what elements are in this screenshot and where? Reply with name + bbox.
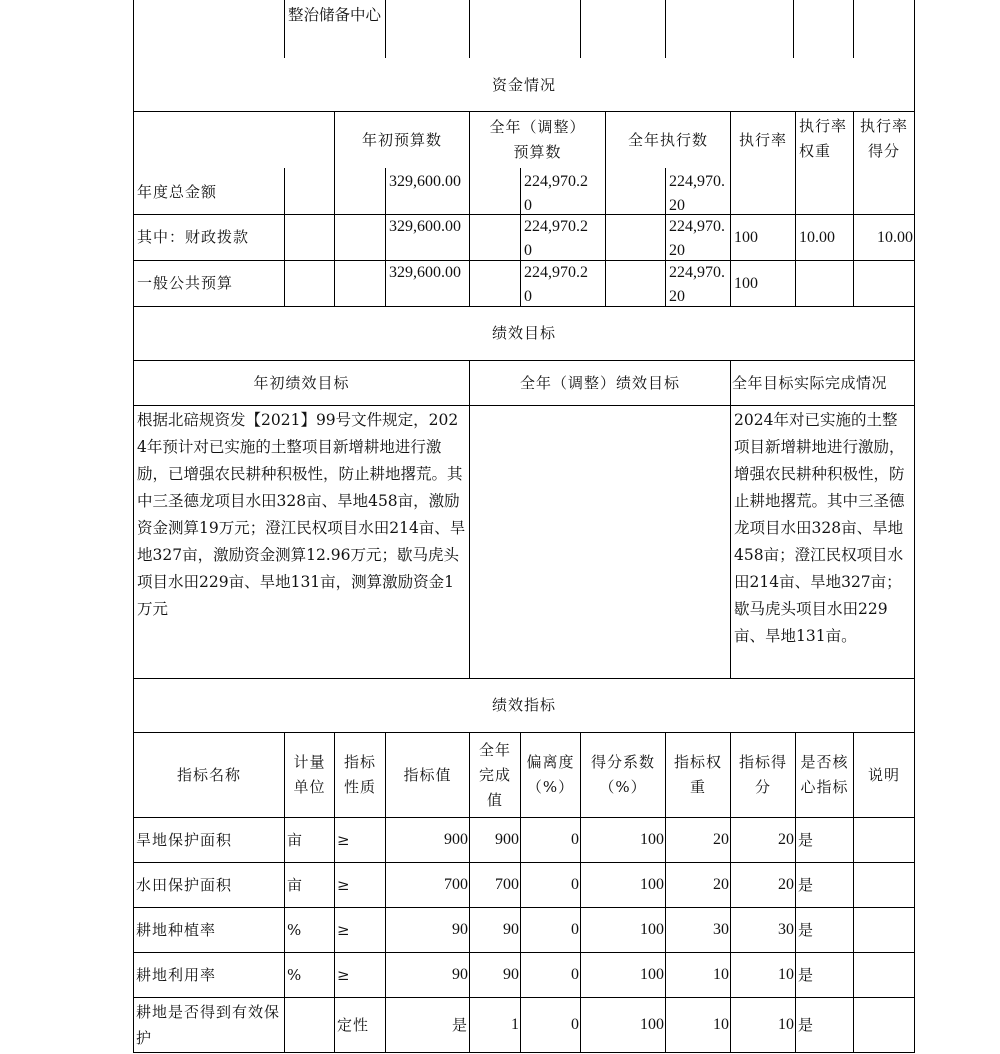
funding-section-title: 资金情况 <box>133 58 915 112</box>
goals-header-actual: 全年目标实际完成情况 <box>732 373 888 392</box>
funding-exec-weight: 10.00 <box>799 228 835 246</box>
funding-executed: 224,970.20 <box>669 173 725 214</box>
table-border <box>665 0 666 58</box>
funding-adjusted-budget: 224,970.20 <box>524 218 588 259</box>
funding-initial-budget: 329,600.00 <box>389 218 461 235</box>
table-border <box>469 0 470 58</box>
funding-adjusted-budget: 224,970.20 <box>524 173 588 214</box>
funding-adjusted-budget: 224,970.20 <box>524 264 588 305</box>
header-adjusted-budget: 全年（调整）预算数 <box>489 118 586 161</box>
indicator-is-core: 是 <box>798 965 815 984</box>
goals-actual-text: 2024年对已实施的土整项目新增耕地进行激励，增强农民耕种积极性，防止耕地撂荒。其中三圣德龙项目水田328亩、旱地458亩；澄江民权项目水田214亩、旱地327亩；歇马虎头项目水田229亩、旱地131亩。 <box>734 411 905 645</box>
indicator-deviation: 0 <box>571 966 579 983</box>
indicator-header-note: 说明 <box>867 765 900 784</box>
indicator-is-core: 是 <box>798 920 815 939</box>
indicator-score: 20 <box>778 876 794 893</box>
table-border <box>133 1052 915 1053</box>
indicator-is-core: 是 <box>798 830 815 849</box>
indicator-target-value: 900 <box>444 831 468 848</box>
indicator-score-coefficient: 100 <box>640 921 664 938</box>
indicator-actual-value: 700 <box>495 876 519 893</box>
indicator-score-coefficient: 100 <box>640 831 664 848</box>
indicator-deviation: 0 <box>571 1016 579 1033</box>
indicator-actual-value: 90 <box>503 921 519 938</box>
goals-adjusted-text <box>470 405 730 678</box>
indicator-unit: 亩 <box>287 875 304 894</box>
goals-section-title: 绩效目标 <box>133 306 915 361</box>
indicator-weight: 20 <box>713 831 729 848</box>
indicator-nature: 定性 <box>337 1015 370 1034</box>
org-name-cell: 整治储备中心 <box>288 6 382 24</box>
indicator-unit: 亩 <box>287 830 304 849</box>
indicator-unit: % <box>287 965 303 984</box>
indicator-note <box>854 953 914 997</box>
indicator-nature: ≥ <box>337 965 351 984</box>
table-border <box>793 0 794 58</box>
indicator-score: 10 <box>778 1016 794 1033</box>
indicator-nature: ≥ <box>337 875 351 894</box>
indicator-actual-value: 1 <box>511 1016 519 1033</box>
indicator-header-actual-value: 全年完成值 <box>478 740 511 809</box>
indicator-note <box>854 863 914 907</box>
indicator-actual-value: 900 <box>495 831 519 848</box>
indicator-unit <box>285 998 334 1052</box>
indicator-header-is-core: 是否核心指标 <box>800 753 849 796</box>
indicator-unit: % <box>287 920 303 939</box>
funding-initial-budget: 329,600.00 <box>389 173 461 190</box>
indicator-score: 10 <box>778 966 794 983</box>
table-border <box>914 111 915 307</box>
indicator-score-coefficient: 100 <box>640 966 664 983</box>
indicator-header-weight: 指标权重 <box>673 753 722 796</box>
funding-row-label: 一般公共预算 <box>137 274 234 292</box>
indicator-score: 30 <box>778 921 794 938</box>
table-border <box>914 360 915 679</box>
indicator-nature: ≥ <box>337 920 351 939</box>
indicator-note <box>854 908 914 952</box>
funding-exec-rate: 100 <box>734 228 758 246</box>
indicator-is-core: 是 <box>798 875 815 894</box>
goals-initial-text: 根据北碚规资发【2021】99号文件规定，2024年预计对已实施的土整项目新增耕地进行激励，已增强农民耕种积极性，防止耕地撂荒。其中三圣德龙项目水田328亩、旱地458亩，激励资金测算19万元；澄江民权项目水田214亩、旱地327亩，激励资金测算12.96万元；歇马虎头项目水田229亩、旱地131亩，测算激励资金1万元 <box>137 411 466 618</box>
indicator-indicator-name: 旱地保护面积 <box>136 831 233 849</box>
indicator-header-indicator-name: 指标名称 <box>176 765 241 784</box>
funding-exec-rate: 100 <box>734 274 758 292</box>
table-border <box>580 0 581 58</box>
goals-header-adjusted: 全年（调整）绩效目标 <box>519 373 680 392</box>
indicator-target-value: 700 <box>444 876 468 893</box>
indicator-weight: 10 <box>713 1016 729 1033</box>
indicator-indicator-name: 耕地利用率 <box>136 966 217 984</box>
table-border <box>914 732 915 1052</box>
funding-executed: 224,970.20 <box>669 218 725 259</box>
indicator-target-value: 90 <box>452 966 468 983</box>
indicator-header-target-value: 指标值 <box>403 765 452 784</box>
funding-row-label: 其中：财政拨款 <box>137 228 250 246</box>
indicator-weight: 20 <box>713 876 729 893</box>
indicator-indicator-name: 水田保护面积 <box>136 876 233 894</box>
funding-row-label: 年度总金额 <box>137 182 218 201</box>
indicator-nature: ≥ <box>337 830 351 849</box>
indicator-score-coefficient: 100 <box>640 1016 664 1033</box>
indicator-deviation: 0 <box>571 831 579 848</box>
indicator-is-core: 是 <box>798 1015 815 1034</box>
indicator-note <box>854 998 914 1052</box>
indicator-actual-value: 90 <box>503 966 519 983</box>
indicator-target-value: 是 <box>451 1015 468 1034</box>
indicator-score: 20 <box>778 831 794 848</box>
indicator-deviation: 0 <box>571 876 579 893</box>
goals-header-initial: 年初绩效目标 <box>253 373 350 392</box>
indicator-header-unit: 计量单位 <box>293 753 326 796</box>
indicator-header-score-coefficient: 得分系数（%） <box>590 753 655 796</box>
indicator-indicator-name: 耕地种植率 <box>136 921 217 939</box>
table-border <box>284 168 285 307</box>
indicator-note <box>854 818 914 862</box>
funding-initial-budget: 329,600.00 <box>389 264 461 281</box>
indicator-weight: 30 <box>713 921 729 938</box>
indicator-indicator-name: 耕地是否得到有效保护 <box>136 1003 281 1047</box>
funding-exec-score: 10.00 <box>877 228 913 246</box>
header-executed: 全年执行数 <box>627 130 708 149</box>
indicators-section-title: 绩效指标 <box>133 678 915 733</box>
header-exec-score: 执行率得分 <box>859 117 908 160</box>
indicator-header-nature: 指标性质 <box>343 753 376 796</box>
header-initial-budget: 年初预算数 <box>361 130 442 149</box>
funding-executed: 224,970.20 <box>669 264 725 305</box>
indicator-header-deviation: 偏离度（%） <box>526 753 575 796</box>
indicator-weight: 10 <box>713 966 729 983</box>
header-exec-rate: 执行率 <box>738 130 787 149</box>
indicator-deviation: 0 <box>571 921 579 938</box>
indicator-target-value: 90 <box>452 921 468 938</box>
table-border <box>385 0 386 58</box>
indicator-score-coefficient: 100 <box>640 876 664 893</box>
indicator-header-score: 指标得分 <box>738 753 787 796</box>
header-exec-weight: 执行率权重 <box>799 117 848 160</box>
table-border <box>853 0 854 58</box>
